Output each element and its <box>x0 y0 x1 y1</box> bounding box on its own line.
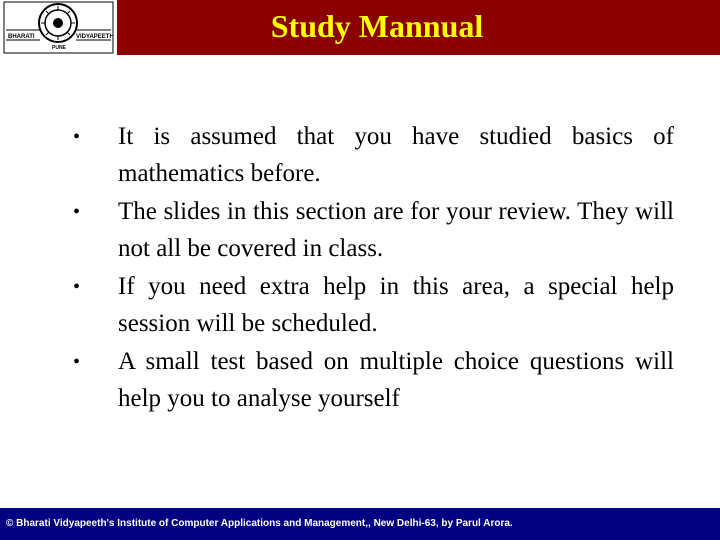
bullet-icon: • <box>73 351 81 373</box>
bullet-text: If you need extra help in this area, a special help session will be scheduled. <box>118 273 674 337</box>
logo-right-text: VIDYAPEETH <box>76 34 114 40</box>
bullet-item <box>0 193 720 268</box>
footer-copyright: © Bharati Vidyapeeth's Institute of Computer Applications and Management,, New Delhi-63, by Parul Arora. <box>6 518 513 529</box>
bullet-icon: • <box>73 201 81 223</box>
bullet-icon: • <box>73 126 81 148</box>
bullet-text: The slides in this section are for your review. They will not all be covered in class. <box>118 198 674 262</box>
slide-title: Study Mannual <box>270 8 484 44</box>
institute-emblem-logo-icon <box>0 0 117 55</box>
institute-logo <box>0 0 117 55</box>
footer-bar <box>0 508 720 540</box>
bullet-text: A small test based on multiple choice questions will help you to analyse yourself <box>118 348 674 412</box>
header-bar <box>0 0 720 55</box>
bullet-list <box>0 118 720 418</box>
bullet-item <box>0 343 720 418</box>
logo-left-text: BHARATI <box>8 34 35 40</box>
logo-bottom-text: PUNE <box>52 45 66 51</box>
bullet-icon: • <box>73 276 81 298</box>
bullet-item <box>0 268 720 343</box>
bullet-item <box>0 118 720 193</box>
bullet-text: It is assumed that you have studied basics of mathematics before. <box>118 123 674 187</box>
